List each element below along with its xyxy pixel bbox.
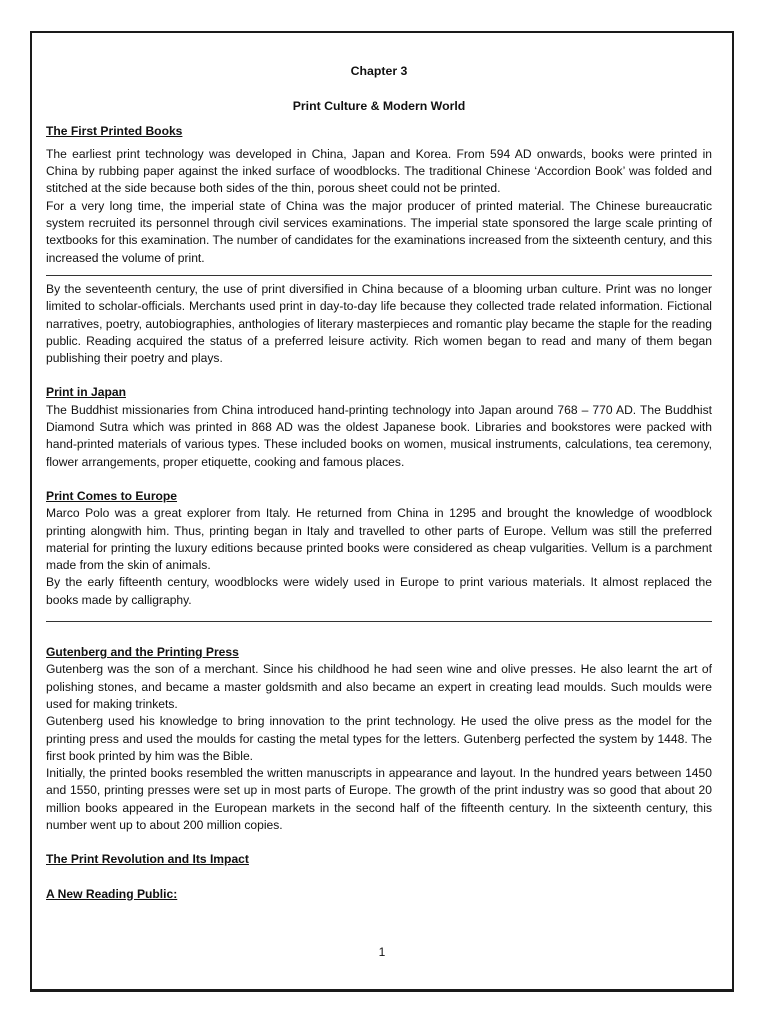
paragraph-europe-1: Marco Polo was a great explorer from Italy. He returned from China in 1295 and brought the knowledge of woodblock printing alongwith him. Thus, printing began in Italy and travelled to other parts of Europe. Vellum was still the preferred material for printing the luxury editions because printed books were considered as cheap vulgarities. Vellum is a parchment made from the skin of animals.	[46, 506, 712, 573]
paragraph-gutenberg-2: Gutenberg used his knowledge to bring innovation to the print technology. He used the olive press as the model for the printing press and used the moulds for casting the metal types for the letters. Gutenberg perfected the system by 1448. The first book printed by him was the Bible.	[46, 714, 712, 763]
paragraph-gutenberg-3: Initially, the printed books resembled the written manuscripts in appearance and layout. In the hundred years between 1450 and 1550, printing presses were set up in most parts of Europe. The growth of the print industry was so good that about 20 million books appeared in the European markets in the second half of the fifteenth century. In the sixteenth century, this number went up to about 200 million copies.	[46, 766, 712, 832]
page-content	[46, 63, 712, 903]
heading-new-reading-public: A New Reading Public:	[46, 886, 178, 901]
page-number: 1	[378, 945, 386, 959]
paragraph-first-printed-books-2: For a very long time, the imperial state of China was the major producer of printed material. The Chinese bureaucratic system recruited its personnel through civil services examinations. The imperial state sponsored the large scale printing of textbooks for this examination. The number of candidates for the examinations increased from the sixteenth century, and this increased the volume of print.	[46, 198, 712, 265]
page-title: Print Culture & Modern World	[292, 99, 466, 114]
paragraph-first-printed-books-3: By the seventeenth century, the use of print diversified in China because of a blooming urban culture. Print was no longer limited to scholar-officials. Merchants used print in day-to-day life because they collected trade related information. Fictional narratives, poetry, autobiographies, anthologies of literary masterpieces and romantic play became the staple for the reading public. Reading acquired the status of a preferred leisure activity. Rich women began to read and many of them began publishing their poetry and plays.	[46, 281, 712, 366]
paragraph-first-printed-books-1: The earliest print technology was developed in China, Japan and Korea. From 594 AD onwards, books were printed in China by rubbing paper against the inked surface of woodblocks. The traditional Chinese ‘Accordion Book’ was folded and stitched at the side because both sides of the thin, porous sheet could not be printed.	[46, 146, 712, 196]
divider-1	[46, 275, 712, 276]
heading-print-in-japan: Print in Japan	[46, 385, 126, 400]
heading-gutenberg: Gutenberg and the Printing Press	[46, 645, 239, 660]
heading-print-revolution: The Print Revolution and Its Impact	[46, 852, 249, 867]
paragraph-europe-2: By the early fifteenth century, woodblocks were widely used in Europe to print various materials. It almost replaced the books made by calligraphy.	[46, 575, 712, 607]
page-frame	[30, 31, 734, 992]
paragraph-print-in-japan: The Buddhist missionaries from China introduced hand-printing technology into Japan around 768 – 770 AD. The Buddhist Diamond Sutra which was printed in 868 AD was the oldest Japanese book. Libraries and bookstores were packed with hand-printed materials of various types. These included books on women, musical instruments, calculations, tea ceremony, flower arrangements, proper etiquette, cooking and famous places.	[46, 402, 712, 469]
divider-2	[46, 621, 712, 622]
paragraph-gutenberg-1: Gutenberg was the son of a merchant. Since his childhood he had seen wine and olive presses. He also learnt the art of polishing stones, and became a master goldsmith and also became an expert in creating lead moulds. Such moulds were used for making trinkets.	[46, 662, 712, 711]
heading-print-comes-to-europe: Print Comes to Europe	[46, 488, 178, 503]
chapter-label: Chapter 3	[350, 64, 408, 78]
heading-first-printed-books: The First Printed Books	[46, 123, 183, 138]
